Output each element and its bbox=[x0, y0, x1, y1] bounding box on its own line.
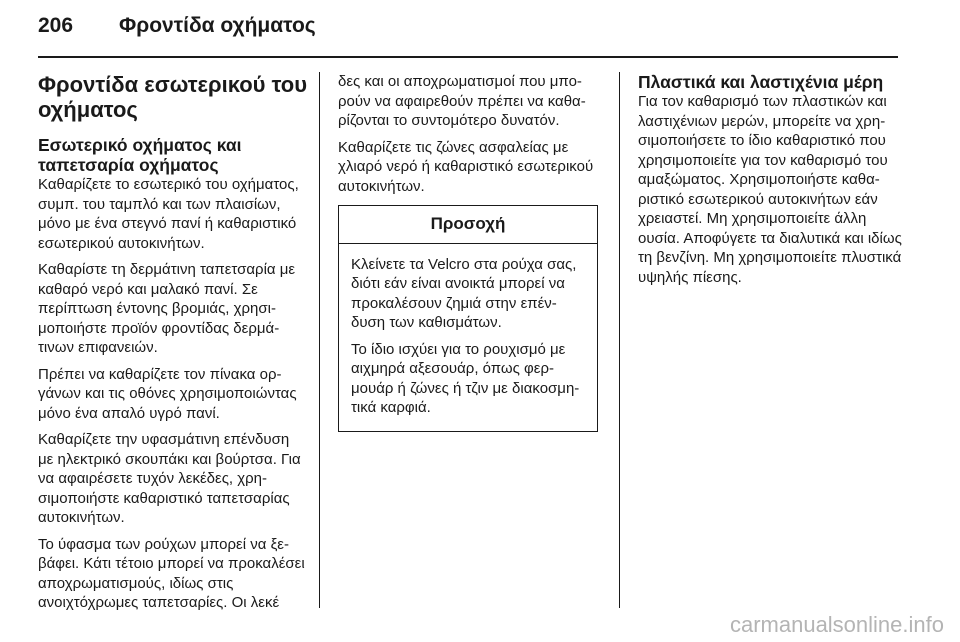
page-number: 206 bbox=[38, 14, 74, 37]
paragraph: Καθαρίζετε την υφασμάτινη επένδυση με ηλεκτρικό σκουπάκι και βούρτσα. Για να αφαιρέσετε τυχόν λεκέδες, χρησιμοποιήστε καθαριστικό ταπετσαρίας αυτοκινήτων. bbox=[38, 431, 301, 526]
section-title: Φροντίδα εσωτερικού του οχήματος bbox=[38, 72, 308, 122]
caution-paragraph: Το ίδιο ισχύει για το ρουχισμό με αιχμηρά αξεσουάρ, όπως φερμουάρ ή ζώνες ή τζιν με διακοσμητικά καρφιά. bbox=[351, 340, 580, 416]
paragraph: Το ύφασμα των ρούχων μπορεί να ξεβάφει. Κάτι τέτοιο μπορεί να προκαλέσει αποχρωματισμούς, ιδίως στις ανοιχτόχρωμες ταπετσαρίες. Οι λεκέ bbox=[38, 535, 305, 611]
column-1 bbox=[38, 72, 308, 620]
paragraph: Καθαρίζετε τις ζώνες ασφαλείας με χλιαρό νερό ή καθαριστικό εσωτερικού αυτοκινήτων. bbox=[338, 138, 594, 195]
subsection-title: Πλαστικά και λαστιχένια μέρη bbox=[638, 72, 884, 92]
column-2 bbox=[338, 72, 608, 432]
watermark: carmanualsonline.info bbox=[729, 612, 944, 637]
caution-body bbox=[339, 244, 597, 431]
caution-paragraph: Κλείνετε τα Velcro στα ρούχα σας, διότι εάν είναι ανοικτά μπορεί να προκαλέσουν ζημιά στην επένδυση των καθισμάτων. bbox=[351, 255, 577, 331]
paragraph: Καθαρίζετε το εσωτερικό του οχήματος, συμπ. του ταμπλό και των πλαισίων, μόνο με ένα στεγνό πανί ή καθαριστικό εσωτερικού αυτοκινήτων. bbox=[38, 176, 299, 252]
column-3 bbox=[638, 72, 904, 294]
paragraph: Πρέπει να καθαρίζετε τον πίνακα οργάνων και τις οθόνες χρησιμοποιώντας μόνο ένα απαλό υγρό πανί. bbox=[38, 365, 297, 422]
column-divider-2 bbox=[619, 72, 620, 608]
subsection-title: Εσωτερικό οχήματος και ταπετσαρία οχήματος bbox=[38, 135, 242, 175]
running-title: Φροντίδα οχήματος bbox=[119, 14, 316, 37]
paragraph: Καθαρίστε τη δερμάτινη ταπετσαρία με καθαρό νερό και μαλακό πανί. Σε περίπτωση έντονης βρομιάς, χρησιμοποιήστε προϊόν φροντίδας δερμάτινων επιφανειών. bbox=[38, 261, 296, 356]
paragraph: δες και οι αποχρωματισμοί που μπορούν να αφαιρεθούν πρέπει να καθαρίζονται το συντομότερο δυνατόν. bbox=[338, 73, 586, 129]
caution-title: Προσοχή bbox=[339, 206, 597, 244]
column-divider-1 bbox=[319, 72, 320, 608]
header-rule bbox=[38, 56, 898, 58]
caution-box bbox=[338, 205, 598, 432]
paragraph: Για τον καθαρισμό των πλαστικών και λαστιχένιων μερών, μπορείτε να χρησιμοποιήσετε το ίδιο καθαριστικό που χρησιμοποιείτε για τον καθαρισμό του αμαξώματος. Χρησιμοποιήστε καθαριστικό εσωτερικού αυτοκινήτων εάν χρειαστεί. Μη χρησιμοποιείτε άλλη ουσία. Αποφύγετε τα διαλυτικά και ιδίως τη βενζίνη. Μη χρησιμοποιείτε πλυστικά υψηλής πίεσης. bbox=[638, 93, 902, 286]
